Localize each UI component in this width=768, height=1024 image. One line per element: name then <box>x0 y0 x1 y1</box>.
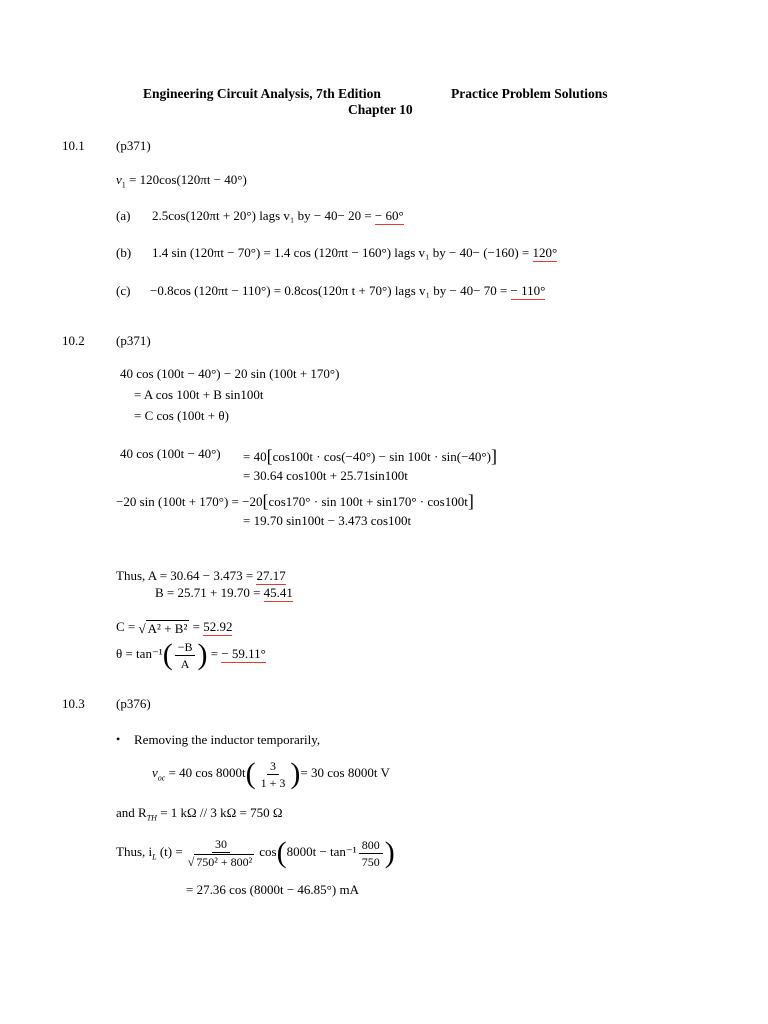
problem-page-ref: (p371) <box>116 138 151 153</box>
rth-equation: and $R_{TH} = 1$ kΩ // 3 kΩ = 750 Ω <box>116 805 283 823</box>
problem-number: 10.1 <box>62 138 85 153</box>
equation-line: = A cos 100t + B sin100t <box>134 387 264 402</box>
equation-line: = 19.70 sin100t − 3.473 cos100t <box>243 513 412 528</box>
answer: 27.17 <box>256 568 286 583</box>
equation-line: = 30.64 cos100t + 25.71sin100t <box>243 468 408 483</box>
part-label: (b) <box>116 245 132 260</box>
document-title: Engineering Circuit Analysis, 7th Edition <box>143 86 381 101</box>
result-b: B = 25.71 + 19.70 = 45.41 <box>155 585 293 600</box>
result-theta: θ = tan⁻¹( $\frac{-B}{A}$ ) = − 59.11° <box>116 638 266 671</box>
equation-line: 40 cos (100t − 40°) <box>120 446 221 461</box>
part-label: (c) <box>116 283 131 298</box>
step-text: Removing the inductor temporarily, <box>134 732 321 747</box>
answer: 120° <box>532 245 558 260</box>
problem-number: 10.2 <box>62 333 85 348</box>
answer: − 60° <box>374 208 404 223</box>
il-final-equation: = 27.36 cos (8000t − 46.85°) mA <box>186 882 359 897</box>
problem-number: 10.3 <box>62 696 85 711</box>
part-a-equation: 2.5cos(120πt + 20°) lags v₁ by − 40− 20 = − 60° <box>152 208 404 223</box>
sqrt-symbol: √ 750² + 800² <box>187 855 253 870</box>
result-c: C = √ A² + B² = 52.92 <box>116 619 233 636</box>
answer: − 110° <box>510 283 546 298</box>
sqrt-symbol: √ A² + B² <box>138 620 188 636</box>
voc-equation: $v_{oc} = 40$ cos 8000t( $\frac{3}{1 + 3}$ )= 30 cos 8000t V <box>152 757 390 790</box>
problem-page-ref: (p371) <box>116 333 151 348</box>
given-equation: $v_1 = 120\cos(120\pi t - 40^\circ)$ <box>116 172 247 190</box>
equation-line: −20 sin (100t + 170°) = −20[cos170° · sin 100t + sin170° · cos100t] <box>116 491 474 511</box>
bullet-icon: • <box>116 732 121 746</box>
equation-line: 40 cos (100t − 40°) − 20 sin (100t + 170°) <box>120 366 340 381</box>
chapter-heading: Chapter 10 <box>348 102 413 117</box>
answer: 45.41 <box>263 585 293 600</box>
part-c-equation: −0.8cos (120πt − 110°) = 0.8cos(120π t + 70°) lags v₁ by − 40− 70 = − 110° <box>150 283 546 298</box>
answer: − 59.11° <box>221 645 266 661</box>
part-label: (a) <box>116 208 131 223</box>
answer: 52.92 <box>203 619 233 634</box>
part-b-equation: 1.4 sin (120πt − 70°) = 1.4 cos (120πt − 160°) lags v₁ by − 40− (−160) = 120° <box>152 245 558 260</box>
problem-page-ref: (p376) <box>116 696 151 711</box>
equation-line: = 40[cos100t · cos(−40°) − sin 100t · sin(−40°)] <box>243 446 497 466</box>
il-equation: Thus, $i_L$ (t) = $\frac{30}{\text{√ 750² + 800²}}$ cos(8000t − tan⁻¹ $\frac{800}{750}$ ) <box>116 836 395 870</box>
equation-line: = C cos (100t + θ) <box>134 408 229 423</box>
result-a: Thus, A = 30.64 − 3.473 = 27.17 <box>116 568 286 583</box>
document-subtitle: Practice Problem Solutions <box>451 86 608 101</box>
